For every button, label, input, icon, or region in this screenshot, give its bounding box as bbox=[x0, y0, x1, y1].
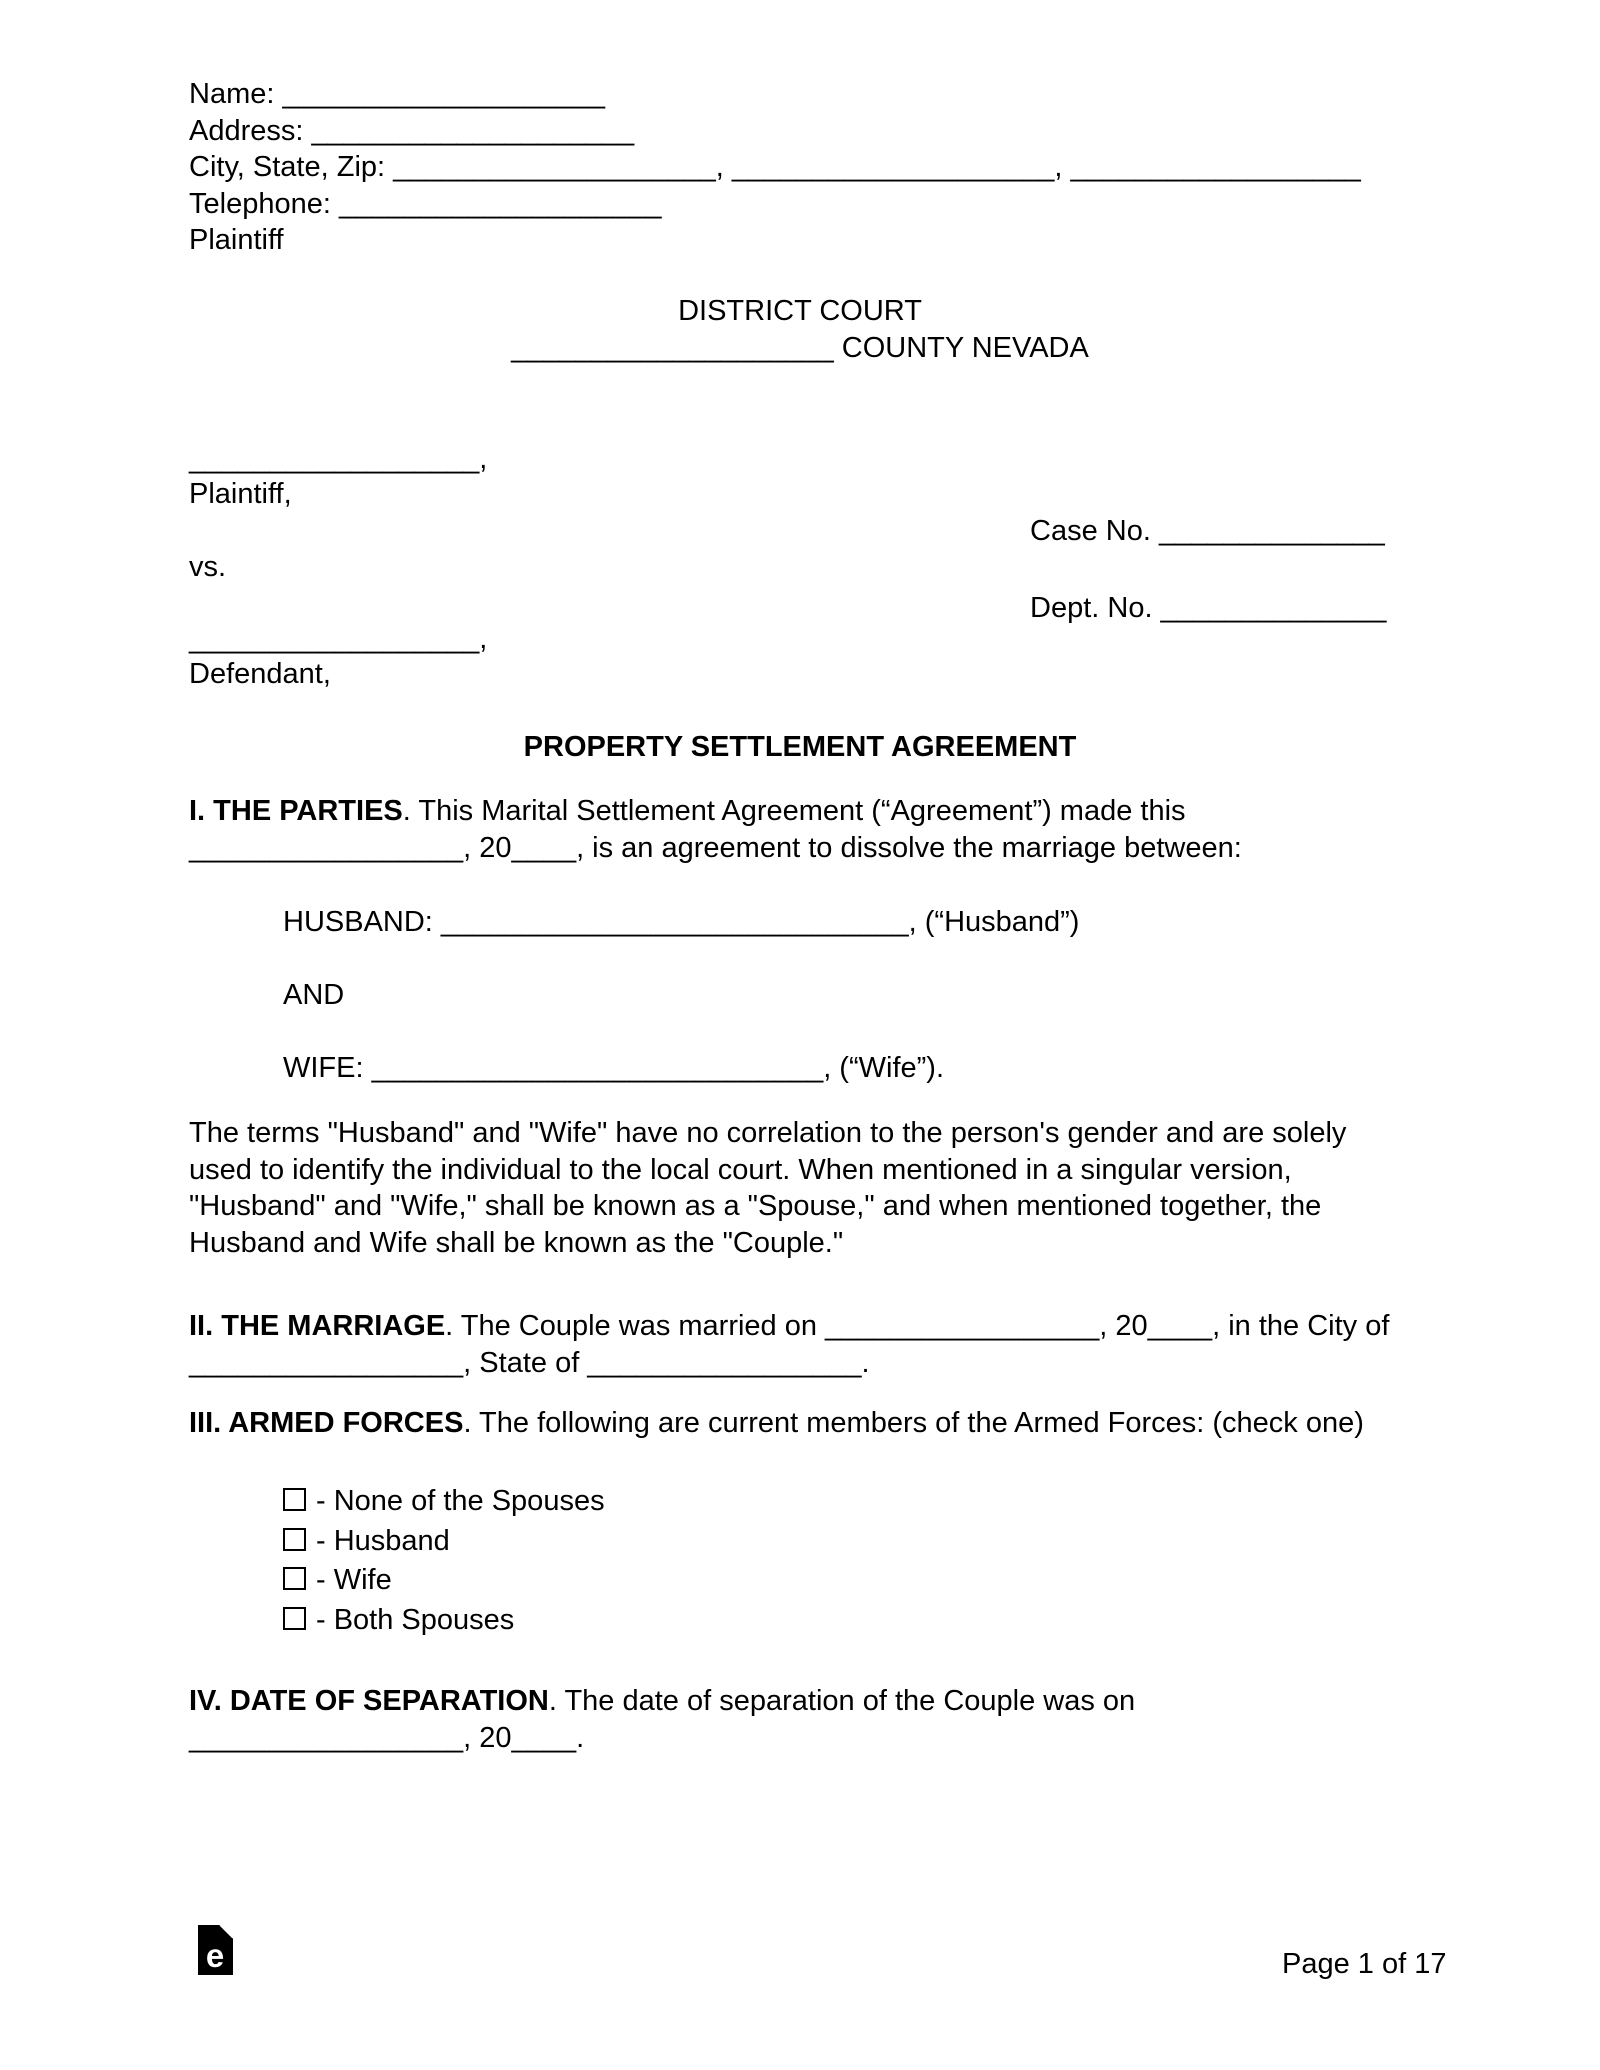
option-row-none bbox=[283, 1482, 605, 1522]
court-name: DISTRICT COURT bbox=[678, 295, 922, 327]
case-number-line: Case No. ______________ bbox=[1030, 515, 1385, 547]
filer-telephone-line: Telephone: ____________________ bbox=[189, 187, 662, 220]
filer-name-line: Name: ____________________ bbox=[189, 78, 606, 110]
section-parties-body: . This Marital Settlement Agreement (“Agreement”) made this _________________, 20____, is an agreement to dissolve the marriage between: bbox=[189, 795, 1242, 864]
option-label-both: - Both Spouses bbox=[316, 1603, 515, 1636]
option-row-wife bbox=[283, 1561, 605, 1601]
section-marriage-heading: II. THE MARRIAGE bbox=[189, 1310, 446, 1342]
option-row-both bbox=[283, 1601, 605, 1641]
filer-city-state-zip-line: City, State, Zip: ____________________, ____________________, __________________ bbox=[189, 151, 1361, 183]
vs-label: vs. bbox=[189, 551, 227, 583]
section-armed-forces-heading: III. ARMED FORCES bbox=[189, 1407, 464, 1439]
option-label-none: - None of the Spouses bbox=[316, 1485, 605, 1517]
checkbox-wife[interactable] bbox=[283, 1567, 306, 1590]
section-parties bbox=[189, 793, 1414, 866]
plaintiff-name-blank: __________________, bbox=[189, 443, 488, 475]
logo-letter: e bbox=[205, 1937, 225, 1974]
option-label-wife: - Wife bbox=[316, 1564, 392, 1596]
defendant-name-blank: __________________, bbox=[189, 623, 488, 655]
checkbox-husband[interactable] bbox=[283, 1528, 306, 1551]
option-row-husband bbox=[283, 1522, 605, 1562]
court-header bbox=[0, 293, 1600, 366]
section-marriage bbox=[189, 1308, 1414, 1381]
filer-address-line: Address: ____________________ bbox=[189, 114, 635, 147]
checkbox-both-spouses[interactable] bbox=[283, 1607, 306, 1630]
eforms-logo bbox=[198, 1925, 233, 1975]
case-caption bbox=[189, 434, 1410, 704]
page-number: Page 1 of 17 bbox=[1282, 1948, 1447, 1980]
filer-info-block bbox=[189, 76, 1414, 259]
plaintiff-label: Plaintiff, bbox=[189, 478, 292, 510]
document-title: PROPERTY SETTLEMENT AGREEMENT bbox=[523, 731, 1077, 763]
filer-party-label: Plaintiff bbox=[189, 224, 284, 256]
armed-forces-options bbox=[283, 1482, 605, 1640]
section-separation bbox=[189, 1683, 1414, 1756]
document-page-icon bbox=[198, 1925, 233, 1975]
section-armed-forces-body: . The following are current members of the Armed Forces: (check one) bbox=[463, 1407, 1364, 1439]
wife-line: WIFE: ____________________________, (“Wife”). bbox=[283, 1052, 944, 1084]
checkbox-none-of-the-spouses[interactable] bbox=[283, 1488, 306, 1511]
section-separation-body: . The date of separation of the Couple was on _________________, 20____. bbox=[189, 1685, 1136, 1754]
defendant-label: Defendant, bbox=[189, 658, 331, 690]
option-label-husband: - Husband bbox=[316, 1524, 450, 1557]
section-marriage-body: . The Couple was married on _________________, 20____, in the City of _________________, State of _________________. bbox=[189, 1310, 1390, 1379]
section-parties-heading: I. THE PARTIES bbox=[189, 795, 403, 827]
and-label: AND bbox=[283, 979, 345, 1011]
husband-line: HUSBAND: _____________________________, (“Husband”) bbox=[283, 906, 1080, 938]
section-armed-forces bbox=[189, 1405, 1414, 1442]
section-separation-heading: IV. DATE OF SEPARATION bbox=[189, 1685, 549, 1717]
dept-number-line: Dept. No. ______________ bbox=[1030, 592, 1387, 624]
terms-paragraph: The terms "Husband" and "Wife" have no correlation to the person's gender and are solely used to identify the individual to the local court. When mentioned in a singular version, "Husband" and "Wife," shall be known as a "Spouse," and when mentioned together, the Husband and Wife shall be known as the "Couple." bbox=[189, 1117, 1347, 1259]
court-county-line: ____________________ COUNTY NEVADA bbox=[511, 331, 1089, 364]
